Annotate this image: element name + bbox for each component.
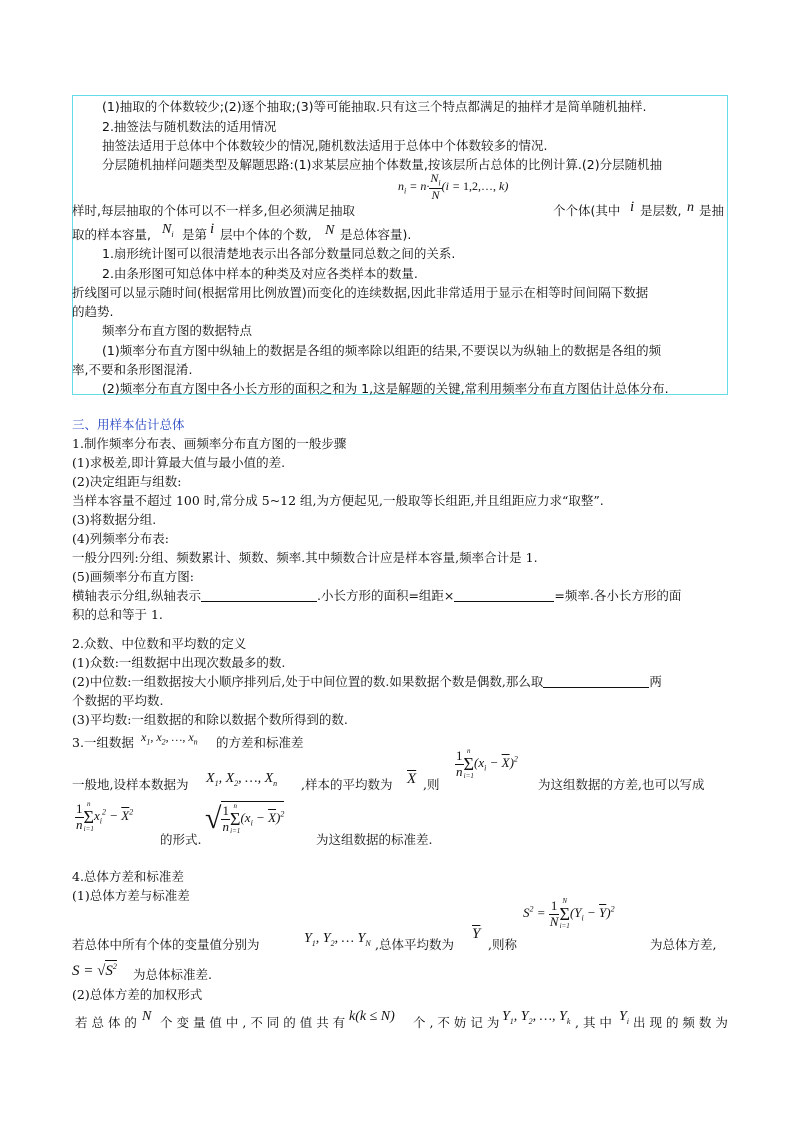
sec3-r3b: 为这组数据的标准差.: [316, 832, 433, 847]
sec3-p10: 积的总和等于 1.: [72, 607, 163, 622]
var-i-2: i: [210, 221, 215, 237]
sec3-r2b: ,样本的平均数为: [301, 777, 393, 792]
box-line-4: 分层随机抽样问题类型及解题思路:(1)求某层应抽个体数量,按该层所占总体的比例计算.(2)分层随机抽: [102, 157, 663, 172]
sec3-p9a: 横轴表示分组,纵轴表示: [72, 588, 201, 603]
sec3-r3a: 的形式.: [160, 832, 202, 847]
formula-std-dev: √ $\frac{1}{n}$ n Σ i=1 $(x_i - \overline{X})^2$: [205, 802, 285, 835]
sec3-s6e: 出 现 的 频 数 为: [633, 1015, 728, 1030]
sec3-s5: (2)总体方差的加权形式: [72, 987, 203, 1002]
box-line-5c: 是层数,: [640, 203, 682, 218]
box-line-5b: 个个体(其中: [553, 203, 621, 218]
sec3-r2d: 为这组数据的方差,也可以写成: [538, 777, 705, 792]
fill-blank-3: [543, 675, 649, 688]
sec3-q2: (1)众数:一组数据中出现次数最多的数.: [72, 655, 286, 670]
box-line-5d: 是抽: [699, 203, 725, 218]
sec3-s3a: 若总体中所有个体的变量值分别为: [72, 937, 260, 952]
formula-k-le-N: k(k ≤ N): [349, 1009, 395, 1024]
sec3-s6a: 若 总 体 的: [75, 1015, 137, 1030]
fill-blank-1: [201, 589, 317, 602]
box-line-3: 抽签法适用于总体中个体数较少的情况,随机数法适用于总体中个体数较多的情况.: [102, 138, 548, 153]
formula-pop-list: $Y_1$, $Y_2$, … $Y_N$: [304, 931, 371, 948]
sec3-s2: (1)总体方差与标准差: [72, 888, 190, 903]
sec3-p7: 一般分四列:分组、频数累计、频数、频率.其中频数合计应是样本容量,频率合计是 1.: [72, 550, 538, 565]
box-line-5a: 样时,每层抽取的个体可以不一样多,但必须满足抽取: [72, 203, 355, 218]
box-line-9: 折线图可以显示随时间(根据常用比例放置)而变化的连续数据,因此非常适用于显示在相等时间间隔下数据: [72, 285, 649, 300]
sec3-s3b: ,总体平均数为: [375, 937, 454, 952]
sec3-r1b: 的方差和标准差: [216, 735, 304, 750]
box-line-2: 2.抽签法与随机数法的适用情况: [102, 119, 277, 134]
formula-population-variance: $S^2$ = $\frac{1}{N}$ N Σ i=1 $(Y_i - \overline{Y})^2$: [523, 897, 615, 930]
sec3-q3: [72, 674, 662, 690]
box-line-6a: 取的样本容量,: [72, 227, 151, 242]
sec3-q1: 2.众数、中位数和平均数的定义: [72, 636, 247, 651]
sec3-p3: (2)决定组距与组数:: [72, 474, 182, 489]
formula-variance-alt: $\frac{1}{n}$ n Σ i=1 $x_i^2 - \overline{X}^2$: [76, 800, 134, 833]
sec3-p9b: .小长方形的面积=组距×: [316, 588, 455, 603]
box-line-12: (1)频率分布直方图中纵轴上的数据是各组的频率除以组距的结果,不要误以为纵轴上的数据是各组的频: [102, 343, 662, 358]
box-line-10: 的趋势.: [72, 304, 114, 319]
fill-blank-2: [454, 589, 554, 602]
sec3-p8: (5)画频率分布直方图:: [72, 569, 194, 584]
sec3-p4: 当样本容量不超过 100 时,常分成 5~12 组,为方便起见,一般取等长组距,并且组距应力求“取整”.: [72, 493, 604, 508]
sec3-s6d: , 其 中: [575, 1015, 612, 1030]
section-title: 三、用样本估计总体: [72, 417, 185, 432]
sec3-q3b: 两: [649, 674, 662, 689]
sec3-q4: 个数据的平均数.: [72, 693, 164, 708]
sec3-q3a: (2)中位数:一组数据按大小顺序排列后,处于中间位置的数.如果数据个数是偶数,那么取: [72, 674, 544, 689]
box-line-11: 频率分布直方图的数据特点: [102, 323, 253, 338]
box-line-8: 2.由条形图可知总体中样本的种类及对应各类样本的数量.: [102, 266, 418, 281]
sec3-p5: (3)将数据分组.: [72, 512, 157, 527]
sec3-p2: (1)求极差,即计算最大值与最小值的差.: [72, 455, 286, 470]
var-N: N: [325, 223, 335, 238]
var-N-2: N: [142, 1009, 152, 1024]
formula-mean: $\overline{X}$: [407, 771, 417, 787]
sec3-s3c: ,则称: [488, 937, 517, 952]
sec3-r1a: 3.一组数据: [72, 735, 134, 750]
formula-sample-list: $X_1$, $X_2$, …, $X_n$: [206, 771, 278, 788]
var-Ni: $N_i$: [162, 222, 174, 239]
sec3-r2c: ,则: [423, 777, 440, 792]
box-line-1: (1)抽取的个体数较少;(2)逐个抽取;(3)等可能抽取.只有这三个特点都满足的抽样才是简单随机抽样.: [102, 99, 647, 114]
formula-distinct-values: $Y_1$, $Y_2$, …, $Y_k$: [502, 1009, 571, 1026]
formula-pop-std: $S = √S^2$: [72, 962, 117, 979]
sec3-p1: 1.制作频率分布表、画频率分布直方图的一般步骤: [72, 436, 347, 451]
sec3-s3d: 为总体方差,: [650, 937, 717, 952]
var-Yi: $Y_i$: [619, 1009, 630, 1026]
sec3-s6c: 个 , 不 妨 记 为: [413, 1015, 500, 1030]
sec3-s1: 4.总体方差和标准差: [72, 869, 184, 884]
var-n: n: [687, 200, 694, 215]
box-line-13: 率,不要和条形图混淆.: [72, 362, 193, 377]
sec3-s4: 为总体标准差.: [133, 967, 212, 982]
sec3-p9: [72, 588, 681, 604]
box-line-7: 1.扇形统计图可以很清楚地表示出各部分数量同总数之间的关系.: [102, 246, 456, 261]
var-i: i: [630, 199, 635, 215]
sec3-r2a: 一般地,设样本数据为: [72, 777, 189, 792]
sec3-s6b: 个 变 量 值 中 , 不 同 的 值 共 有: [160, 1015, 346, 1030]
box-line-6c: 层中个体的个数,: [220, 227, 312, 242]
box-line-6b: 是第: [182, 227, 208, 242]
formula-data-list: $x_1$, $x_2$, …, $x_n$: [141, 730, 198, 747]
formula-variance: $\frac{1}{n}$ n Σ i=1 $(x_i - \overline{X})^2$: [456, 747, 518, 780]
sec3-p9c: =频率.各小长方形的面: [554, 588, 682, 603]
formula-stratified: $n_i = n\cdot$ $\frac{N_i}{N}$ (i = 1,2,…, k): [398, 171, 509, 203]
box-line-6d: 是总体容量).: [340, 227, 412, 242]
sec3-p6: (4)列频率分布表:: [72, 531, 169, 546]
box-line-14: (2)频率分布直方图中各小长方形的面积之和为 1,这是解题的关键,常利用频率分布直方图估计总体分布.: [102, 381, 669, 396]
formula-pop-mean: $\overline{Y}$: [472, 926, 481, 942]
sec3-q5: (3)平均数:一组数据的和除以数据个数所得到的数.: [72, 712, 348, 727]
